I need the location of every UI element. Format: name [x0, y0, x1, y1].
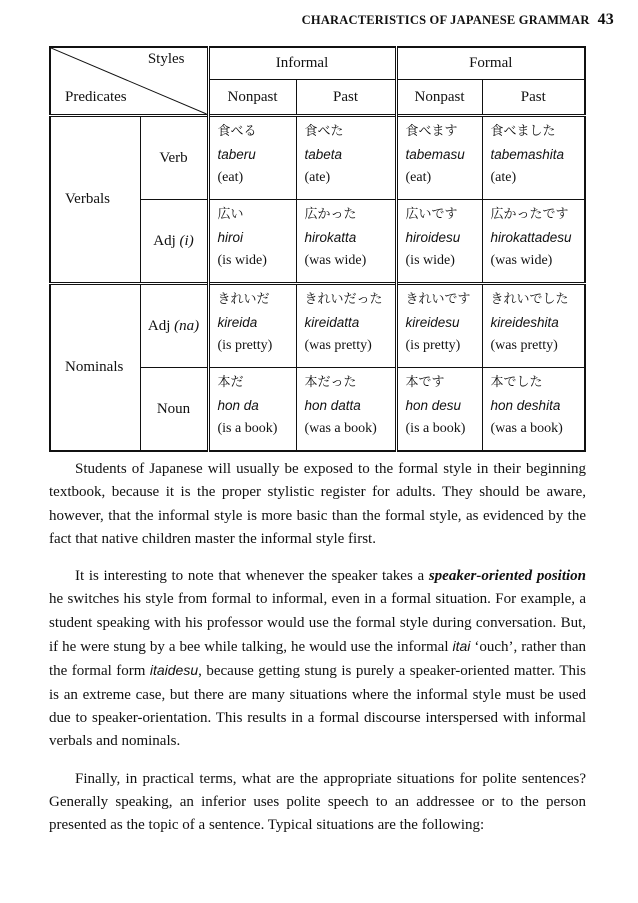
table-cell [296, 368, 396, 452]
p2-part-d: , because getting stung is purely a speaker-oriented matter. This is an extreme case, but there are many situations where the informal style must be used due to speaker-orientation. This results in a formal discourse interspersed with informal verbals and nominals. [49, 663, 586, 750]
p2-itai: itai [452, 638, 471, 655]
kind-verb: Verb [140, 116, 208, 200]
table-row-adj-na [50, 284, 585, 368]
romaji-form: hiroi [217, 230, 244, 245]
romaji-form: hon da [217, 398, 259, 413]
kind-adj-na-label: Adj [147, 317, 171, 334]
p2-part-b: he switches his style from formal to informal, even in a formal situation. For example, a student speaking with his professor would use the formal style during conversation. But, if he were stung by a bee while talking, he would use the informal [49, 591, 586, 656]
jp-form: きれいだった [304, 292, 383, 307]
gloss: (is a book) [217, 421, 278, 436]
jp-form: 食べます [405, 124, 458, 139]
gloss: (eat) [405, 170, 432, 185]
gloss: (was a book) [490, 421, 563, 436]
jp-form: きれいでした [490, 292, 569, 307]
corner-header-cell [50, 47, 208, 116]
jp-form: きれいだ [217, 292, 270, 307]
gloss: (was a book) [304, 421, 377, 436]
table-cell [296, 284, 396, 368]
paragraph-2 [49, 565, 586, 753]
kind-adj-na [140, 284, 208, 368]
jp-form: 本です [405, 375, 445, 390]
paragraph-1: Students of Japanese will usually be exposed to the formal style in their beginning textbook, because it is the proper stylistic register for adults. They should be aware, however, that the informal style is more basic than the formal style, as evidenced by the fact that native children master the informal style first. [49, 461, 586, 547]
running-head [302, 11, 614, 29]
table-cell [208, 200, 296, 284]
table-cell [482, 284, 585, 368]
gloss: (is a book) [405, 421, 466, 436]
romaji-form: kireida [217, 315, 258, 330]
jp-form: 本だ [217, 375, 244, 390]
table-cell [482, 200, 585, 284]
table-cell [482, 116, 585, 200]
corner-predicates-label: Predicates [65, 89, 127, 105]
table-cell [296, 116, 396, 200]
p2-emphasis: speaker-oriented position [428, 568, 587, 585]
romaji-form: taberu [217, 147, 256, 162]
table-cell [396, 284, 482, 368]
table-cell [208, 368, 296, 452]
jp-form: 本だった [304, 375, 357, 390]
gloss: (was wide) [304, 253, 367, 268]
table-cell [208, 284, 296, 368]
jp-form: 広かった [304, 207, 357, 222]
table-cell [396, 116, 482, 200]
subheader-informal-nonpast: Nonpast [208, 80, 296, 116]
gloss: (is pretty) [405, 338, 461, 353]
gloss: (was wide) [490, 253, 553, 268]
romaji-form: hiroidesu [405, 230, 461, 245]
table-cell [296, 200, 396, 284]
jp-form: 広かったです [490, 207, 569, 222]
gloss: (ate) [304, 170, 331, 185]
p2-itaidesu: itaidesu [149, 662, 199, 679]
style-predicate-table [49, 46, 586, 452]
body-text [49, 458, 586, 851]
gloss: (ate) [490, 170, 517, 185]
table-cell [396, 200, 482, 284]
jp-form: 本でした [490, 375, 543, 390]
gloss: (is wide) [217, 253, 267, 268]
group-header-formal: Formal [396, 47, 585, 80]
kind-noun: Noun [140, 368, 208, 452]
jp-form: 食べた [304, 124, 344, 139]
romaji-form: hirokattadesu [490, 230, 572, 245]
romaji-form: hon deshita [490, 398, 561, 413]
romaji-form: tabemashita [490, 147, 565, 162]
kind-adj-i-label: Adj [153, 232, 176, 249]
romaji-form: hon desu [405, 398, 462, 413]
subheader-informal-past: Past [296, 80, 396, 116]
gloss: (was pretty) [304, 338, 372, 353]
jp-form: 広いです [405, 207, 458, 222]
gloss: (eat) [217, 170, 244, 185]
romaji-form: kireidatta [304, 315, 360, 330]
category-verbals: Verbals [50, 116, 140, 284]
romaji-form: hon datta [304, 398, 361, 413]
table-cell [396, 368, 482, 452]
group-header-informal: Informal [208, 47, 396, 80]
category-nominals: Nominals [50, 284, 140, 452]
running-head-title: CHARACTERISTICS OF JAPANESE GRAMMAR [301, 13, 590, 27]
jp-form: 食べる [217, 124, 257, 139]
subheader-formal-past: Past [482, 80, 585, 116]
paragraph-3: Finally, in practical terms, what are the appropriate situations for polite sentences? Generally speaking, an inferior uses polite speech to an addressee or to the person presented as the topic of a sentence. Typical situations are the following: [49, 770, 586, 834]
romaji-form: tabeta [304, 147, 343, 162]
jp-form: きれいです [405, 292, 471, 307]
subheader-formal-nonpast: Nonpast [396, 80, 482, 116]
romaji-form: tabemasu [405, 147, 465, 162]
gloss: (is wide) [405, 253, 455, 268]
kind-adj-na-suffix: (na) [174, 317, 200, 334]
romaji-form: hirokatta [304, 230, 357, 245]
romaji-form: kireidesu [405, 315, 460, 330]
table-cell [208, 116, 296, 200]
kind-adj-i-suffix: (i) [179, 232, 194, 249]
corner-styles-label: Styles [147, 51, 185, 67]
jp-form: 広い [217, 207, 244, 222]
jp-form: 食べました [490, 124, 556, 139]
romaji-form: kireideshita [490, 315, 559, 330]
p2-part-c: ‘ouch’, rather than the formal form [49, 639, 586, 680]
gloss: (is pretty) [217, 338, 273, 353]
kind-adj-i [140, 200, 208, 284]
table-row-verb [50, 116, 585, 200]
table-cell [482, 368, 585, 452]
gloss: (was pretty) [490, 338, 558, 353]
page-number: 43 [597, 11, 614, 28]
p2-part-a: It is interesting to note that whenever the speaker takes a [75, 568, 429, 585]
